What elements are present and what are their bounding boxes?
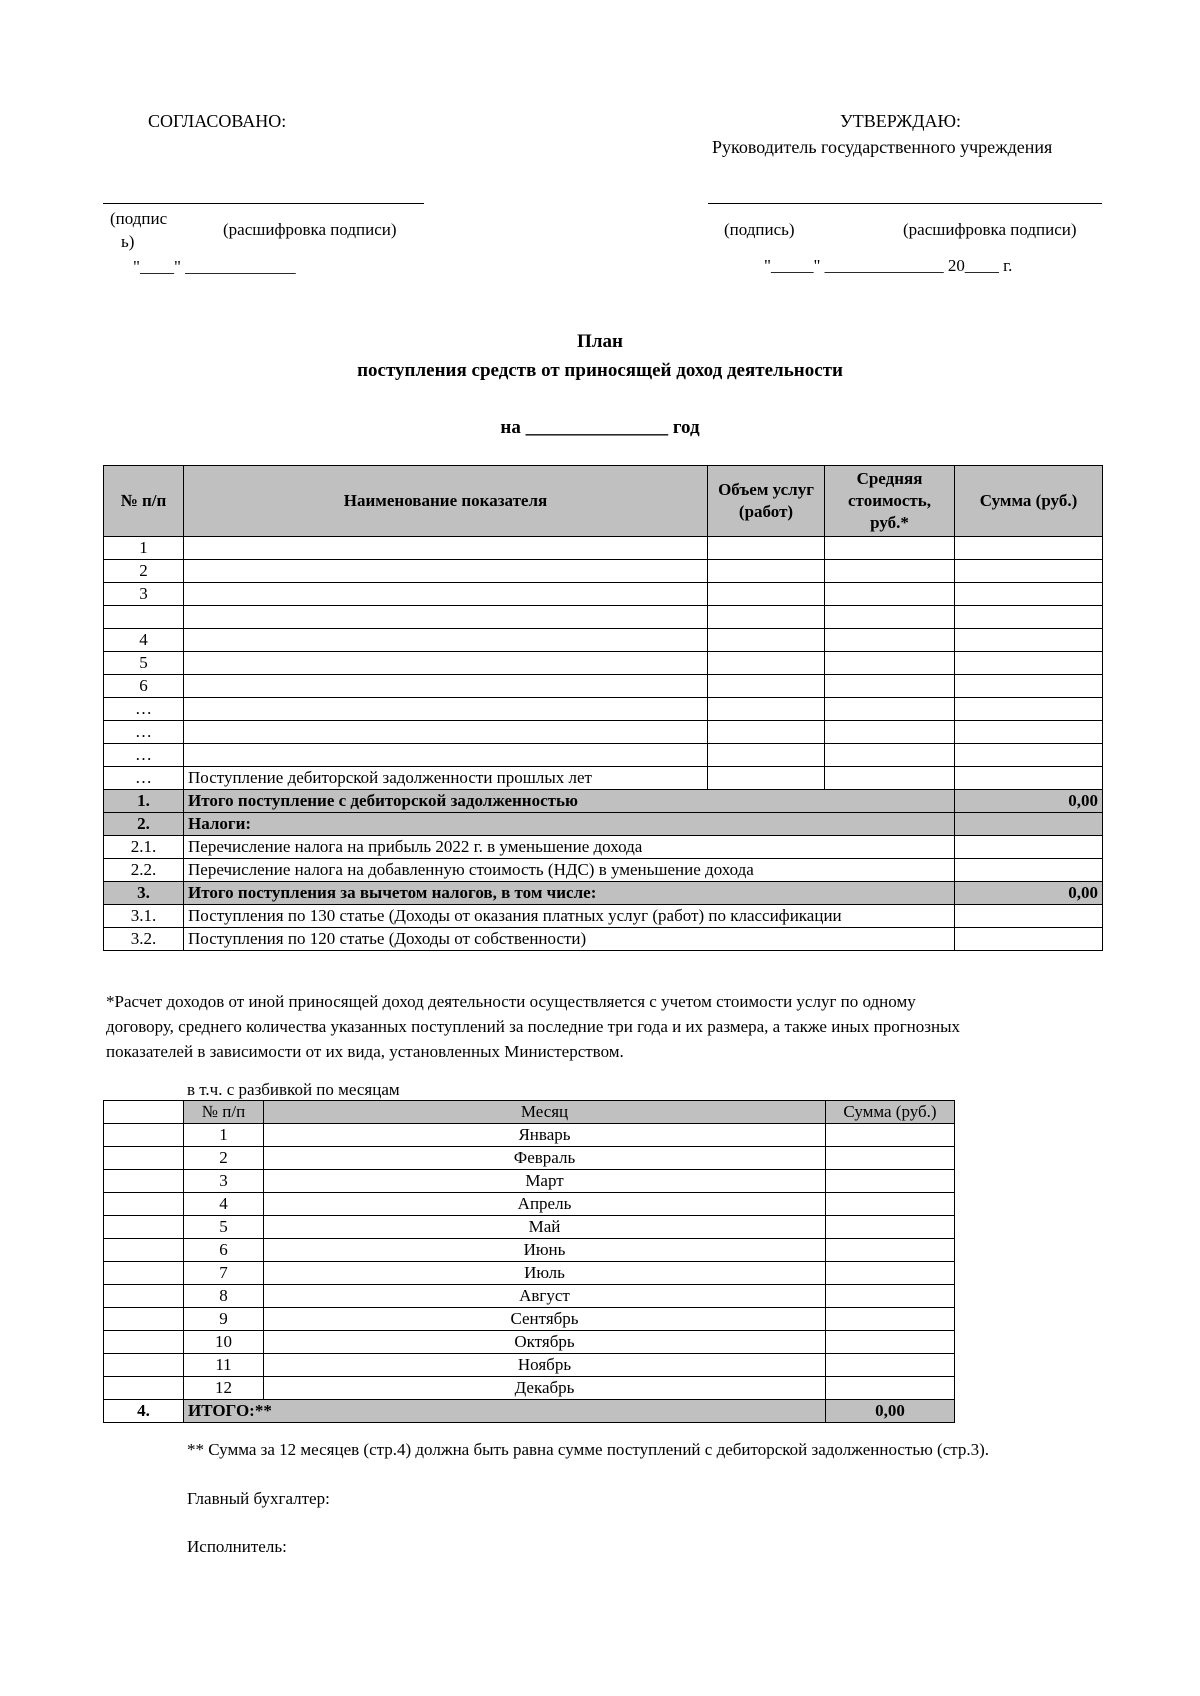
month-sum — [826, 1377, 955, 1400]
month-num: 7 — [184, 1262, 264, 1285]
row-num: 2.2. — [104, 859, 184, 882]
col-header-sum: Сумма (руб.) — [955, 466, 1103, 537]
table-row — [104, 836, 1103, 859]
row-volume — [708, 652, 825, 675]
row-num: … — [104, 721, 184, 744]
col-header-month: Месяц — [264, 1101, 826, 1124]
left-decoding-caption: (расшифровка подписи) — [223, 220, 397, 239]
row-num: 3.2. — [104, 928, 184, 951]
blank-cell — [104, 1147, 184, 1170]
month-sum — [826, 1239, 955, 1262]
chief-accountant-label: Главный бухгалтер: — [187, 1489, 330, 1508]
row-avg-cost — [825, 606, 955, 629]
row-name — [184, 629, 708, 652]
total-net-row — [104, 882, 1103, 905]
month-name: Февраль — [264, 1147, 826, 1170]
month-name: Декабрь — [264, 1377, 826, 1400]
month-row — [104, 1308, 955, 1331]
row-num: … — [104, 767, 184, 790]
month-num: 3 — [184, 1170, 264, 1193]
row-num: 2. — [104, 813, 184, 836]
month-name: Август — [264, 1285, 826, 1308]
table-row — [104, 698, 1103, 721]
right-signature-caption: (подпись) — [724, 220, 795, 239]
row-avg-cost — [825, 537, 955, 560]
table-row — [104, 928, 1103, 951]
blank-cell — [104, 1262, 184, 1285]
row-num: 2 — [104, 560, 184, 583]
month-row — [104, 1239, 955, 1262]
month-name: Сентябрь — [264, 1308, 826, 1331]
month-num: 2 — [184, 1147, 264, 1170]
row-name: Итого поступления за вычетом налогов, в том числе: — [184, 882, 955, 905]
blank-cell — [104, 1285, 184, 1308]
row-volume — [708, 583, 825, 606]
row-name: Поступления по 130 статье (Доходы от оказания платных услуг (работ) по классификации — [184, 905, 955, 928]
footnote-line-3: показателей в зависимости от их вида, установленных Министерством. — [106, 1042, 624, 1061]
table-row — [104, 629, 1103, 652]
doc-title: План — [577, 331, 623, 352]
row-avg-cost — [825, 560, 955, 583]
month-name: Апрель — [264, 1193, 826, 1216]
month-sum — [826, 1193, 955, 1216]
row-sum: 0,00 — [955, 882, 1103, 905]
footnote-line-2: договору, среднего количества указанных поступлений за последние три года и их размера, а также иных прогнозных — [106, 1017, 961, 1036]
footnote-line-1: *Расчет доходов от иной приносящей доход деятельности осуществляется с учетом стоимости услуг по одному — [106, 992, 916, 1011]
month-num: 6 — [184, 1239, 264, 1262]
row-volume — [708, 560, 825, 583]
row-name: Поступления по 120 статье (Доходы от собственности) — [184, 928, 955, 951]
row-num: 5 — [104, 652, 184, 675]
month-sum — [826, 1285, 955, 1308]
row-sum — [955, 606, 1103, 629]
row-sum — [955, 652, 1103, 675]
row-sum — [955, 560, 1103, 583]
total-sum: 0,00 — [826, 1400, 955, 1423]
row-name: Поступление дебиторской задолженности прошлых лет — [184, 767, 708, 790]
month-sum — [826, 1308, 955, 1331]
row-volume — [708, 675, 825, 698]
col-header-sum: Сумма (руб.) — [826, 1101, 955, 1124]
blank-cell — [104, 1354, 184, 1377]
month-row — [104, 1170, 955, 1193]
row-avg-cost — [825, 698, 955, 721]
income-plan-table — [103, 465, 1103, 951]
table-row — [104, 652, 1103, 675]
approver-title: Руководитель государственного учреждения — [712, 137, 1053, 157]
row-avg-cost — [825, 629, 955, 652]
month-num: 9 — [184, 1308, 264, 1331]
month-row — [104, 1354, 955, 1377]
row-name — [184, 560, 708, 583]
month-row — [104, 1193, 955, 1216]
total-num: 4. — [104, 1400, 184, 1423]
col-header-avg-cost: Средняя стоимость, руб.* — [825, 466, 955, 537]
month-sum — [826, 1331, 955, 1354]
approve-label: УТВЕРЖДАЮ: — [840, 111, 962, 131]
row-avg-cost — [825, 767, 955, 790]
doc-year-line: на _______________ год — [500, 417, 700, 438]
month-num: 4 — [184, 1193, 264, 1216]
row-sum — [955, 744, 1103, 767]
row-volume — [708, 744, 825, 767]
row-sum — [955, 629, 1103, 652]
month-row — [104, 1216, 955, 1239]
month-num: 5 — [184, 1216, 264, 1239]
table-row — [104, 560, 1103, 583]
row-num: 2.1. — [104, 836, 184, 859]
blank-cell — [104, 1101, 184, 1124]
month-name: Март — [264, 1170, 826, 1193]
month-num: 10 — [184, 1331, 264, 1354]
month-sum — [826, 1170, 955, 1193]
row-name — [184, 721, 708, 744]
row-volume — [708, 767, 825, 790]
row-name: Перечисление налога на добавленную стоимость (НДС) в уменьшение дохода — [184, 859, 955, 882]
row-sum — [955, 859, 1103, 882]
table-row — [104, 675, 1103, 698]
month-name: Июнь — [264, 1239, 826, 1262]
row-num: 3.1. — [104, 905, 184, 928]
row-name — [184, 606, 708, 629]
row-sum — [955, 583, 1103, 606]
table-row — [104, 721, 1103, 744]
doc-subtitle: поступления средств от приносящей доход деятельности — [357, 360, 843, 381]
col-header-num: № п/п — [104, 466, 184, 537]
row-name — [184, 583, 708, 606]
month-row — [104, 1377, 955, 1400]
row-name: Перечисление налога на прибыль 2022 г. в уменьшение дохода — [184, 836, 955, 859]
left-signature-line — [103, 203, 424, 204]
left-date: "____" _____________ — [133, 257, 296, 276]
month-name: Октябрь — [264, 1331, 826, 1354]
month-sum — [826, 1354, 955, 1377]
row-volume — [708, 606, 825, 629]
table-row — [104, 767, 1103, 790]
row-avg-cost — [825, 744, 955, 767]
left-signature-caption-2: ь) — [121, 232, 135, 251]
month-num: 1 — [184, 1124, 264, 1147]
row-name — [184, 675, 708, 698]
row-name — [184, 537, 708, 560]
blank-cell — [104, 1216, 184, 1239]
month-sum — [826, 1124, 955, 1147]
blank-cell — [104, 1308, 184, 1331]
right-date: "_____" ______________ 20____ г. — [764, 256, 1013, 275]
table-header-row — [104, 466, 1103, 537]
row-sum — [955, 721, 1103, 744]
col-header-num: № п/п — [184, 1101, 264, 1124]
row-num: … — [104, 744, 184, 767]
month-sum — [826, 1147, 955, 1170]
row-sum — [955, 813, 1103, 836]
row-name — [184, 698, 708, 721]
month-sum — [826, 1262, 955, 1285]
agreed-label: СОГЛАСОВАНО: — [148, 111, 287, 131]
month-name: Январь — [264, 1124, 826, 1147]
right-signature-line — [708, 203, 1102, 204]
row-sum — [955, 675, 1103, 698]
month-sum — [826, 1216, 955, 1239]
row-num: 1. — [104, 790, 184, 813]
col-header-volume: Объем услуг (работ) — [708, 466, 825, 537]
row-num: 1 — [104, 537, 184, 560]
table-row — [104, 905, 1103, 928]
table-row — [104, 606, 1103, 629]
row-num — [104, 606, 184, 629]
row-num: 3 — [104, 583, 184, 606]
blank-cell — [104, 1239, 184, 1262]
monthly-table — [103, 1100, 955, 1423]
month-num: 8 — [184, 1285, 264, 1308]
blank-cell — [104, 1193, 184, 1216]
row-sum — [955, 836, 1103, 859]
right-decoding-caption: (расшифровка подписи) — [903, 220, 1077, 239]
month-row — [104, 1262, 955, 1285]
row-name — [184, 652, 708, 675]
total-label: ИТОГО:** — [184, 1400, 826, 1423]
month-name: Май — [264, 1216, 826, 1239]
row-num: … — [104, 698, 184, 721]
table-row — [104, 744, 1103, 767]
row-num: 3. — [104, 882, 184, 905]
col-header-name: Наименование показателя — [184, 466, 708, 537]
executor-label: Исполнитель: — [187, 1537, 287, 1556]
row-num: 4 — [104, 629, 184, 652]
blank-cell — [104, 1377, 184, 1400]
monthly-header-row — [104, 1101, 955, 1124]
left-signature-caption-1: (подпис — [110, 209, 168, 228]
month-num: 11 — [184, 1354, 264, 1377]
taxes-row — [104, 813, 1103, 836]
row-volume — [708, 629, 825, 652]
row-sum — [955, 537, 1103, 560]
blank-cell — [104, 1331, 184, 1354]
row-sum — [955, 928, 1103, 951]
footnote-2: ** Сумма за 12 месяцев (стр.4) должна быть равна сумме поступлений с дебиторской задолженностью (стр.3). — [187, 1440, 990, 1459]
row-volume — [708, 721, 825, 744]
blank-cell — [104, 1170, 184, 1193]
table-row — [104, 537, 1103, 560]
row-name: Итого поступление с дебиторской задолженностью — [184, 790, 955, 813]
month-row — [104, 1331, 955, 1354]
row-sum — [955, 905, 1103, 928]
row-name: Налоги: — [184, 813, 955, 836]
total-receivables-row — [104, 790, 1103, 813]
row-avg-cost — [825, 652, 955, 675]
table-row — [104, 583, 1103, 606]
monthly-total-row — [104, 1400, 955, 1423]
month-row — [104, 1147, 955, 1170]
table-row — [104, 859, 1103, 882]
month-row — [104, 1124, 955, 1147]
month-name: Ноябрь — [264, 1354, 826, 1377]
row-sum — [955, 767, 1103, 790]
row-num: 6 — [104, 675, 184, 698]
blank-cell — [104, 1124, 184, 1147]
month-name: Июль — [264, 1262, 826, 1285]
row-name — [184, 744, 708, 767]
monthly-caption: в т.ч. с разбивкой по месяцам — [187, 1080, 400, 1099]
row-volume — [708, 537, 825, 560]
row-volume — [708, 698, 825, 721]
row-sum: 0,00 — [955, 790, 1103, 813]
row-avg-cost — [825, 721, 955, 744]
month-num: 12 — [184, 1377, 264, 1400]
row-avg-cost — [825, 675, 955, 698]
month-row — [104, 1285, 955, 1308]
row-avg-cost — [825, 583, 955, 606]
row-sum — [955, 698, 1103, 721]
